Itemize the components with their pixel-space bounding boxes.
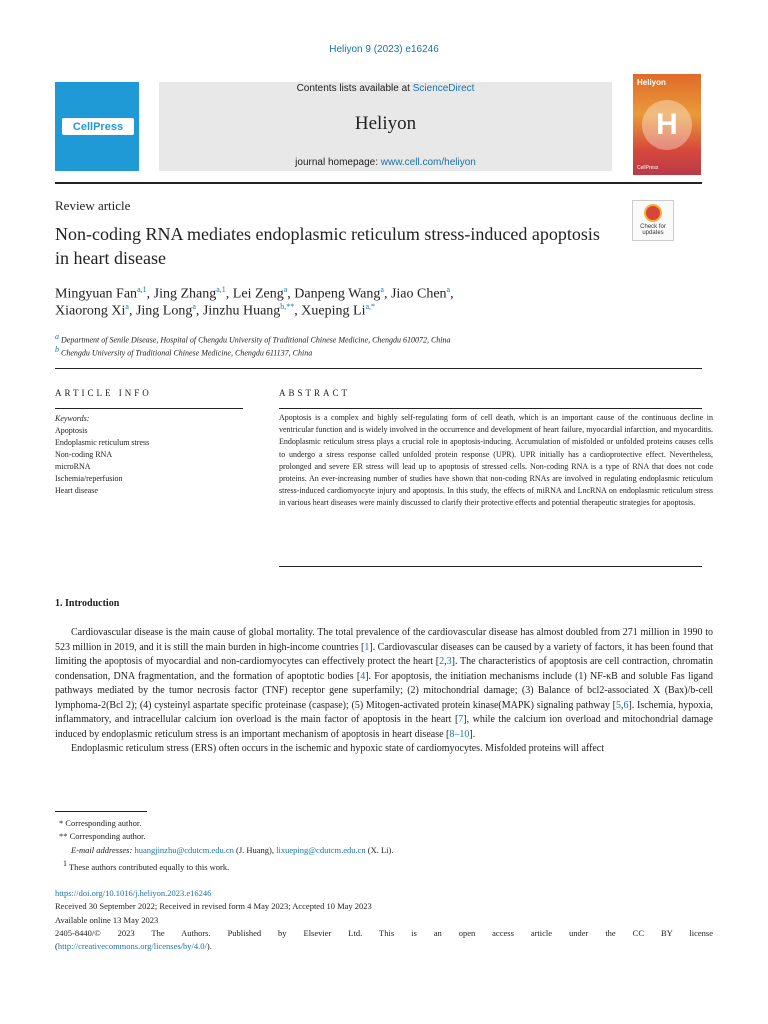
author-separator: , <box>128 303 136 319</box>
author-name: Lei Zeng <box>232 286 284 302</box>
abstract-text: Apoptosis is a complex and highly self-regulating form of cell death, which is an important cause of the continuous decline in ventricular function and is widely involved in the occurrence and development of heart failure, myocardial infarction, and myocarditis. Endoplasmic reticulum stress plays a crucial role in apoptosis-inducing. Accumulation of misfolded or unfolded proteins causes cells to undergo a stress response called unfolded protein response (UPR). UPR initially has a cardioprotective effect. Nevertheless, prolonged and severe ER stress will lead up to apoptosis of stressed cells. Non-coding RNA is a type of RNA that does not code proteins. An ever-increasing number of studies have shown that non-coding RNAs are involved in regulating endoplasmic reticulum stress-induced cardiomyocyte injury and apoptosis. In this study, the effects of miRNA and LncRNA on endoplasmic reticulum stress in various heart diseases were mainly discussed to clarify their protective effects and potential therapeutic strategies for apoptosis. <box>279 413 713 508</box>
citation-link[interactable]: 3 <box>446 656 452 667</box>
paragraph-text: ]. Ischemia, hypoxia, inflammatory, and intracellular calcium ion overload is the main factor of apoptosis in the heart [ <box>55 699 714 725</box>
journal-name: Heliyon <box>354 113 417 134</box>
author-name: Jinzhu Huang <box>202 303 281 319</box>
email-link-li[interactable]: lixueping@cdutcm.edu.cn <box>276 844 366 855</box>
introduction-paragraph-2: Endoplasmic reticulum stress (ERS) often occurs in the ischemic and hypoxic state of cardiomyocytes. Misfolded proteins will affect <box>71 743 605 754</box>
keywords-block <box>55 413 149 497</box>
email-owner-huang: (J. Huang), <box>233 844 277 855</box>
footnote-corresponding-1: * Corresponding author. <box>59 818 142 828</box>
homepage-line <box>159 157 612 168</box>
cellpress-logo-icon[interactable] <box>62 118 134 135</box>
email-owner-li: (X. Li). <box>365 844 394 855</box>
author-separator: , <box>383 286 391 302</box>
affiliation-a-text: Department of Senile Disease, Hospital of Chengdu University of Traditional Chinese Medicine, Chengdu 610072, China <box>61 335 451 345</box>
citation-link[interactable]: 4 <box>360 670 366 682</box>
license-link[interactable]: http://creativecommons.org/licenses/by/4.0/ <box>57 941 207 952</box>
available-online: Available online 13 May 2023 <box>55 914 159 925</box>
paragraph-text: ]. The characteristics of apoptosis are cell contraction, chromatin condensation, DNA fragmentation, and the formation of apoptotic bodies [ <box>55 656 713 682</box>
abstract-divider <box>279 408 702 409</box>
abstract-bottom-divider <box>279 566 702 567</box>
paragraph-text: ], while the calcium ion overload and mitochondrial damage induced by endoplasmic reticulum stress is an important mechanism of apoptosis in heart disease [ <box>55 714 713 740</box>
check-updates-icon <box>644 204 662 222</box>
citation-link[interactable]: 6 <box>623 699 629 711</box>
author-name: Xiaorong Xi <box>55 303 126 319</box>
author-name: Danpeng Wang <box>294 286 381 302</box>
contents-line <box>159 83 612 94</box>
license-close-paren: ). <box>206 941 212 952</box>
affiliation-divider <box>55 368 702 369</box>
author-affiliation-mark[interactable]: a,* <box>365 302 376 311</box>
keyword-item: Non-coding RNA <box>55 450 113 459</box>
keyword-item: Apoptosis <box>55 426 88 435</box>
author-list-line-2 <box>55 302 375 320</box>
keyword-item: microRNA <box>55 462 91 471</box>
license-statement: 2405-8440/© 2023 The Authors. Published by Elsevier Ltd. This is an open access article under the CC BY license <box>55 927 713 938</box>
journal-reference[interactable]: Heliyon 9 (2023) e16246 <box>329 44 439 55</box>
author-affiliation-mark[interactable]: a,1 <box>137 285 147 294</box>
equal-contribution-mark: 1 <box>63 858 67 868</box>
article-metadata <box>55 887 713 953</box>
email-link-huang[interactable]: huangjinzhu@cdutcm.edu.cn <box>134 844 234 855</box>
author-affiliation-mark[interactable]: a,1 <box>216 285 226 294</box>
introduction-body <box>55 626 713 757</box>
received-dates: Received 30 September 2022; Received in revised form 4 May 2023; Accepted 10 May 2023 <box>55 901 372 912</box>
paragraph-text: ]. <box>469 728 476 740</box>
author-separator: , <box>146 286 154 302</box>
section-heading-introduction: 1. Introduction <box>55 598 120 609</box>
article-type: Review article <box>55 198 131 213</box>
affiliation-b-text: Chengdu University of Traditional Chinese Medicine, Chengdu 611137, China <box>61 348 313 358</box>
author-affiliation-mark[interactable]: b,** <box>280 302 295 311</box>
author-affiliation-mark[interactable]: a <box>192 302 196 311</box>
paragraph-text: , <box>620 699 624 711</box>
author-name: Jiao Chen <box>390 286 447 302</box>
abstract-heading: ABSTRACT <box>279 388 351 398</box>
affiliation-a <box>55 332 451 345</box>
license-open-paren: ( <box>55 941 58 952</box>
paragraph-text: Cardiovascular disease is the main cause of global mortality. The total prevalence of the cardiovascular disease has almost doubled from 271 million in 1990 to 523 million in 2019, and it is still the main burden in high-income countries [ <box>55 627 713 653</box>
check-updates-line1: Check for <box>640 224 666 230</box>
paragraph-text: ]. Cardiovascular diseases can be caused by a variety of factors, it has been found that limiting the apoptosis of myocardial and non-cardiomyocytes can effectively protect the heart [ <box>55 641 713 667</box>
citation-link[interactable]: 1 <box>364 641 370 653</box>
paragraph-text: ]. For apoptosis, the initiation mechanisms include (1) NF-κB and soluble Fas ligand pathways mediated by the tumor necrosis factor (TNF) receptor gene superfamily; (2) mitochondrial damage; (3) Balance of bcl2-associated X (Bax)/b-cell lymphoma-2(Bcl 2); (4) cysteinyl aspartate specific proteinase (caspase); (5) Mitogen-activated protein kinase(MAPK) signaling pathway [ <box>55 670 713 711</box>
author-name: Jing Long <box>135 303 193 319</box>
contents-prefix: Contents lists available at <box>296 83 413 94</box>
introduction-paragraph-1 <box>55 626 713 742</box>
footnote-emails <box>55 844 393 857</box>
affiliation-a-mark: a <box>55 332 59 341</box>
author-affiliation-mark[interactable]: a <box>283 285 288 294</box>
author-name: Mingyuan Fan <box>55 286 138 302</box>
author-separator: , <box>287 286 295 302</box>
author-name: Jing Zhang <box>153 286 217 302</box>
citation-link[interactable]: 8–10 <box>449 728 470 740</box>
keyword-item: Heart disease <box>55 486 98 495</box>
citation-link[interactable]: 7 <box>458 714 464 725</box>
footnotes <box>55 817 393 874</box>
article-title: Non-coding RNA mediates endoplasmic reticulum stress-induced apoptosis in heart disease <box>55 224 600 268</box>
journal-cover-image[interactable] <box>633 74 701 175</box>
affiliation-b <box>55 345 312 358</box>
footnote-equal-contribution <box>55 857 393 874</box>
check-for-updates-button[interactable] <box>632 200 674 241</box>
footnote-corresponding-2: ** Corresponding author. <box>59 831 146 842</box>
author-separator: , <box>225 286 233 302</box>
homepage-link[interactable]: www.cell.com/heliyon <box>380 157 476 168</box>
affiliation-b-mark: b <box>55 345 59 354</box>
paragraph-text: , <box>444 656 447 667</box>
author-separator: , <box>195 303 203 319</box>
sciencedirect-link[interactable]: ScienceDirect <box>412 83 475 94</box>
citation-link[interactable]: 5 <box>615 699 621 711</box>
email-label: E-mail addresses: <box>71 844 133 855</box>
homepage-prefix: journal homepage: <box>295 157 381 168</box>
cover-publisher: CellPress <box>637 165 659 171</box>
cellpress-logo-text: CellPress <box>72 120 124 133</box>
equal-contribution-text: These authors contributed equally to this work. <box>67 861 230 872</box>
keyword-item: Endoplasmic reticulum stress <box>55 438 150 447</box>
cover-h-icon: H <box>642 100 692 150</box>
author-affiliation-mark[interactable]: a <box>446 285 451 294</box>
header-divider <box>55 182 702 184</box>
author-separator: , <box>294 303 302 319</box>
keywords-label: Keywords: <box>55 414 90 423</box>
author-name: Xueping Li <box>301 303 366 319</box>
check-updates-line2: updates <box>642 230 664 236</box>
doi-link[interactable]: https://doi.org/10.1016/j.heliyon.2023.e16246 <box>55 888 212 898</box>
author-list-line-1 <box>55 285 454 303</box>
article-info-heading: ARTICLE INFO <box>55 388 152 398</box>
article-info-divider <box>55 408 243 409</box>
footnote-divider <box>55 811 147 812</box>
keyword-item: Ischemia/reperfusion <box>55 474 123 483</box>
author-separator: , <box>450 286 454 302</box>
author-affiliation-mark[interactable]: a <box>125 302 129 311</box>
cover-title: Heliyon <box>637 78 666 87</box>
license-url-line <box>55 940 713 953</box>
check-updates-label <box>633 224 673 236</box>
citation-link[interactable]: 2 <box>439 656 445 667</box>
author-affiliation-mark[interactable]: a <box>380 285 384 294</box>
